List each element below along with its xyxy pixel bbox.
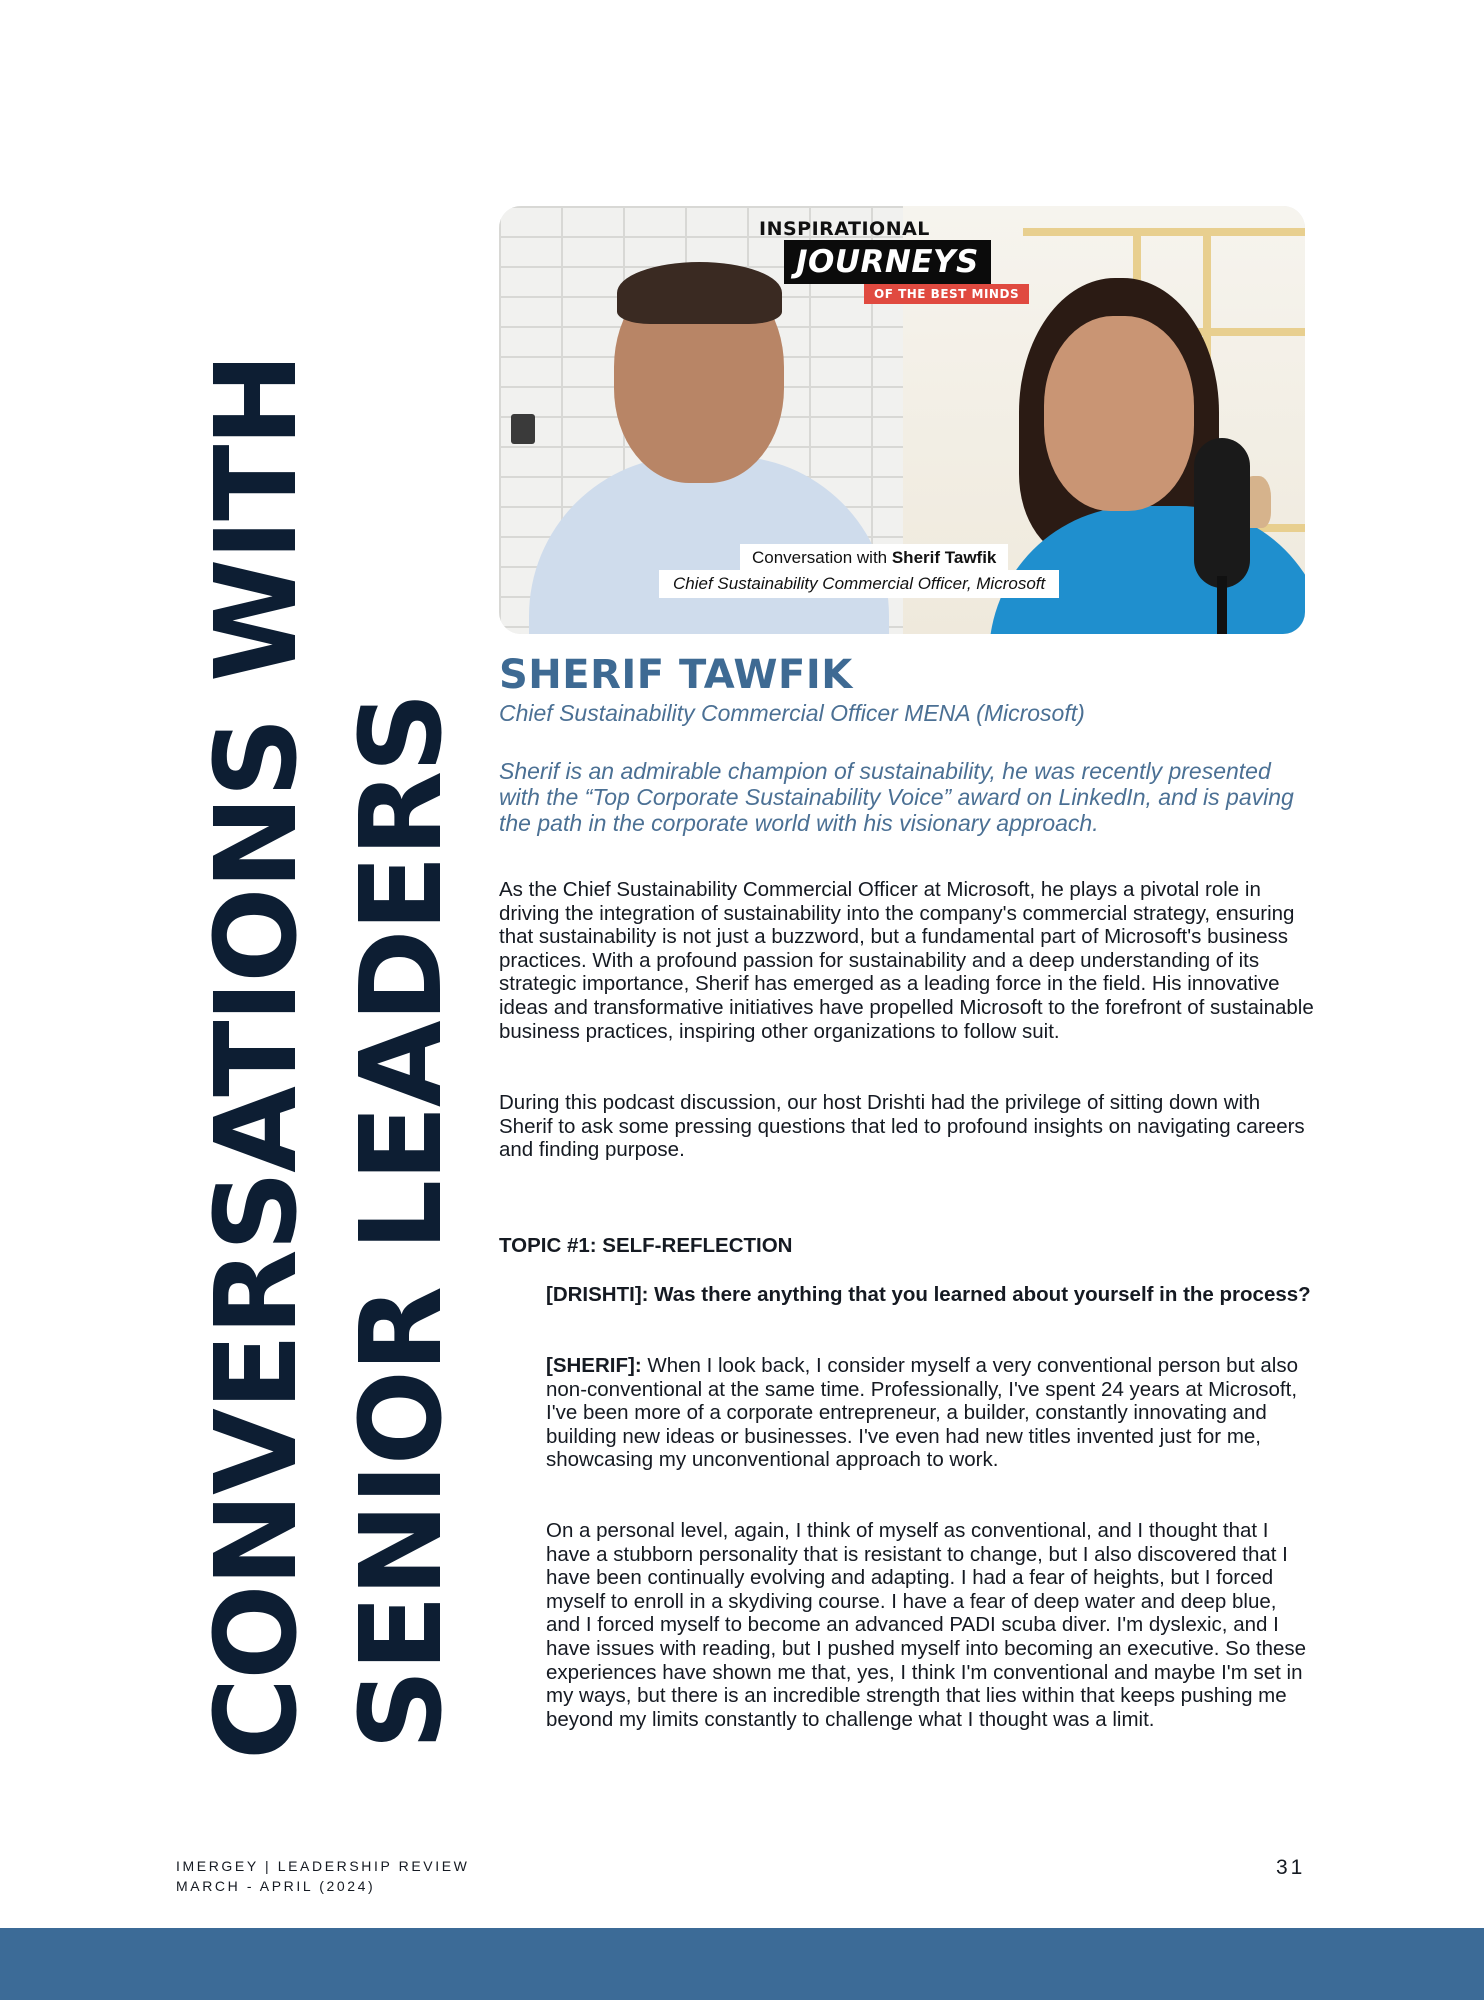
microphone-stand (1217, 576, 1227, 634)
answer-speaker: [SHERIF]: (546, 1354, 642, 1377)
publication-name: IMERGEY | LEADERSHIP REVIEW (176, 1858, 470, 1874)
body-paragraph-2: During this podcast discussion, our host Drishti had the privilege of sitting down with Sherif to ask some pressing questions that led to profound insights on navigating careers and finding purpose. (499, 1091, 1305, 1162)
caption-name: Sherif Tawfik (891, 548, 997, 567)
section-title-line-2: SENIOR LEADERS (337, 694, 467, 1750)
footer-band (0, 1928, 1484, 2000)
issue-date: MARCH - APRIL (2024) (176, 1878, 376, 1894)
leader-title: Chief Sustainability Commercial Officer MENA (Microsoft) (499, 700, 1085, 726)
intro-paragraph: Sherif is an admirable champion of sustainability, he was recently presented with the “Top Corporate Sustainability Voice” award on LinkedIn, and is paving the path in the corporate world with his visionary approach. (499, 758, 1294, 836)
host-face (1044, 316, 1194, 511)
answer-1-text: When I look back, I consider myself a very conventional person but also non-conventional at the same time. Professionally, I've spent 24 years at Microsoft, I've been more of a corporate entrepreneur, a builder, constantly innovating and building new ideas or businesses. I've even had new titles invented just for me, showcasing my unconventional approach to work. (546, 1354, 1298, 1472)
badge-journeys: JOURNEYS (784, 240, 991, 284)
interview-answer-2: On a personal level, again, I think of myself as conventional, and I thought that I have a stubborn personality that is resistant to change, but I also discovered that I have been continually evolving and adapting. I had a fear of heights, but I forced myself to enroll in a skydiving course. I have a fear of deep water and deep blue, and I forced myself to become an advanced PADI scuba diver. I'm dyslexic, and I have issues with reading, but I pushed myself into becoming an executive. So these experiences have shown me that, yes, I think I'm conventional and maybe I'm set in my ways, but there is an incredible strength that lies within that keeps pushing me beyond my limits constantly to challenge what I thought was a limit. (546, 1519, 1307, 1731)
leader-name: SHERIF TAWFIK (499, 652, 853, 698)
hero-photo (499, 206, 1305, 634)
badge-best-minds: OF THE BEST MINDS (864, 284, 1029, 304)
section-title-line-1: CONVERSATIONS WITH (192, 354, 322, 1760)
footer-publication (176, 1856, 470, 1896)
badge-inspirational: INSPIRATIONAL (759, 218, 930, 240)
topic-heading: TOPIC #1: SELF-REFLECTION (499, 1234, 793, 1257)
guest-hair (617, 262, 782, 324)
section-title-vertical (185, 290, 475, 1760)
light-switch (511, 414, 535, 444)
body-paragraph-1: As the Chief Sustainability Commercial Officer at Microsoft, he plays a pivotal role in driving the integration of sustainability into the company's commercial strategy, ensuring that sustainability is not just a buzzword, but a fundamental part of Microsoft's business practices. With a profound passion for sustainability and a deep understanding of its strategic importance, Sherif has emerged as a leading force in the field. His innovative ideas and transformative initiatives have propelled Microsoft to the forefront of sustainable business practices, inspiring other organizations to follow suit. (499, 878, 1314, 1043)
caption-conversation (740, 544, 1008, 572)
interview-question: [DRISHTI]: Was there anything that you learned about yourself in the process? (546, 1283, 1311, 1306)
microphone-icon (1194, 438, 1250, 588)
page-number: 31 (1276, 1856, 1306, 1879)
caption-role: Chief Sustainability Commercial Officer, Microsoft (659, 570, 1059, 598)
interview-answer-1 (546, 1354, 1314, 1472)
caption-prefix: Conversation with (752, 548, 892, 567)
